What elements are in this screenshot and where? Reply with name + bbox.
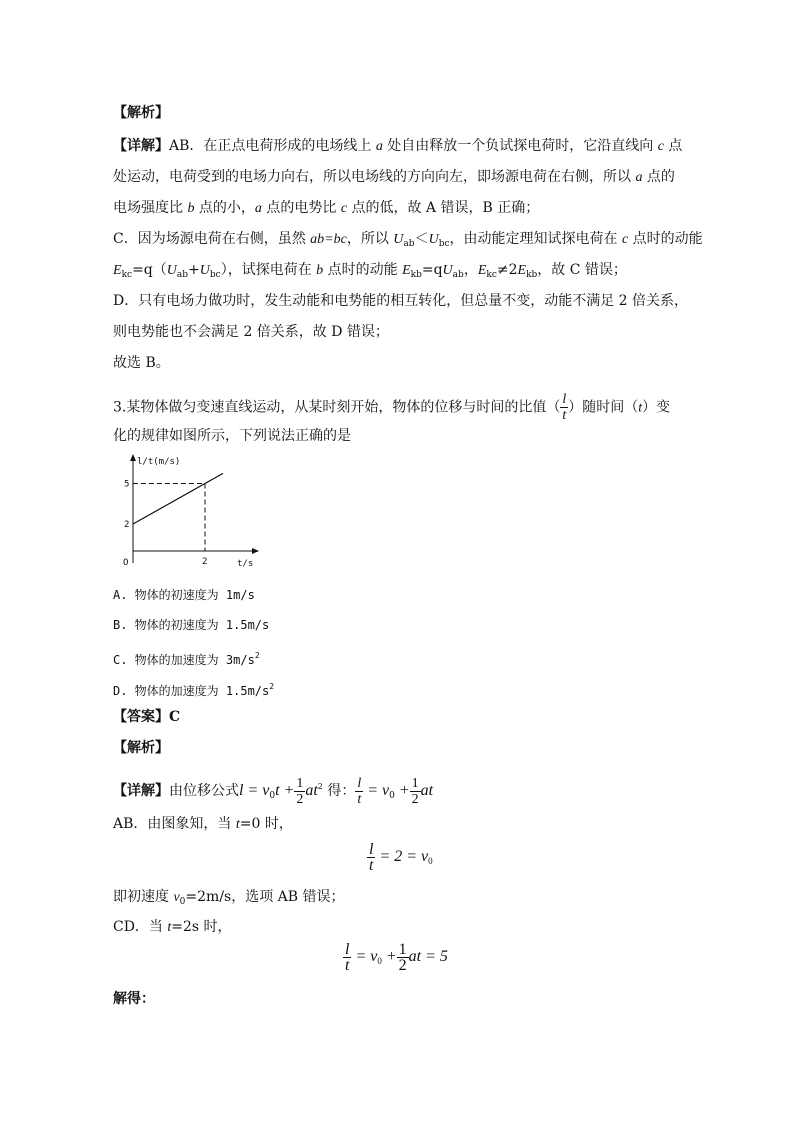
answer-line: 【答案】C <box>113 709 181 725</box>
equation-t0: $\frac{l}{t}$ = $2 = v_0$ <box>369 841 433 874</box>
detail-c-line-1: C．因为场源电荷在右侧，虽然 ab=bc，所以 $U_{ab}<U_{bc}$，由动能定理知试探电荷在 c 点时的动能 <box>113 231 703 249</box>
detail-tag: 【详解】 <box>113 138 169 154</box>
data-line <box>133 473 223 524</box>
y-tick-label-2: 2 <box>124 520 130 530</box>
cd-analysis-line: CD．当 t=2s 时， <box>113 919 232 935</box>
option-b[interactable]: B. 物体的初速度为 1.5m/s <box>113 618 270 632</box>
option-d[interactable]: D. 物体的加速度为 $1.5m/s^2$ <box>113 682 275 698</box>
solve-line: 解得： <box>113 991 155 1007</box>
conclusion: 故选 B。 <box>113 355 170 371</box>
question-stem-line-1: 3.某物体做匀变速直线运动，从某时刻开始，物体的位移与时间的比值（ $\frac{l}{t}$ ）随时间（t）变 <box>113 392 671 423</box>
origin-label: O <box>123 558 129 568</box>
y-tick-label-5: 5 <box>124 479 130 490</box>
detail-ab-line-1: 【详解】AB．在正点电荷形成的电场线上 a 处自由释放一个负试探电荷时，它沿直线向 c 点 <box>113 138 683 154</box>
equation-t2: $\frac{l}{t}$ = $v_0$ + $\frac{1}{2}$ at = 5 <box>345 941 448 974</box>
analysis-heading: 【解析】 <box>113 105 169 121</box>
detail-ab-line-3: 电场强度比 b 点的小，a 点的电势比 c 点的低，故 A 错误，B 正确； <box>113 200 540 216</box>
ab-analysis-line: AB．由图象知，当 t=0 时， <box>113 816 293 832</box>
y-axis-arrow <box>130 454 136 461</box>
option-c[interactable]: C. 物体的加速度为 $3m/s^2$ <box>113 651 260 667</box>
detail-ab-line-2: 处运动，电荷受到的电场力向右，所以电场线的方向向左，即场源电荷在右侧，所以 a 点的 <box>113 169 675 185</box>
l-over-t-fraction: $\frac{l}{t}$ <box>562 392 567 423</box>
y-axis-label: l/t(m/s) <box>137 457 181 467</box>
detail-d-line-2: 则电势能也不会满足 2 倍关系，故 D 错误； <box>113 324 389 340</box>
lt-vs-t-graph <box>113 453 263 573</box>
detail-d-line-1: D．只有电场力做功时，发生动能和电势能的相互转化，但总量不变，动能不满足 2 倍关系， <box>113 293 689 309</box>
x-axis-arrow <box>252 548 259 554</box>
x-axis-label: t/s <box>237 559 254 569</box>
option-a[interactable]: A. 物体的初速度为 1m/s <box>113 588 255 602</box>
question-stem-line-2: 化的规律如图所示，下列说法正确的是 <box>113 428 351 444</box>
x-tick-label-2: 2 <box>202 557 208 567</box>
initial-velocity-line: 即初速度 $v_0=2m/s$，选项 AB 错误； <box>113 889 345 907</box>
answer-analysis-heading: 【解析】 <box>113 740 169 756</box>
detail-formula-line: 【详解】由位移公式$l = v_0t$ + $\frac{1}{2}$ $at^2$ 得： $\frac{l}{t}$ = $v_0$ + $\frac{1}{2}$ at <box>113 775 434 807</box>
detail-c-line-2: $E_{kc}=q(U_{ab}+U_{bc})$，试探电荷在 b 点时的动能 $E_{kb}=qU_{ab}$，$E_{kc}\ne 2E_{kb}$，故 C 错误； <box>113 262 627 280</box>
